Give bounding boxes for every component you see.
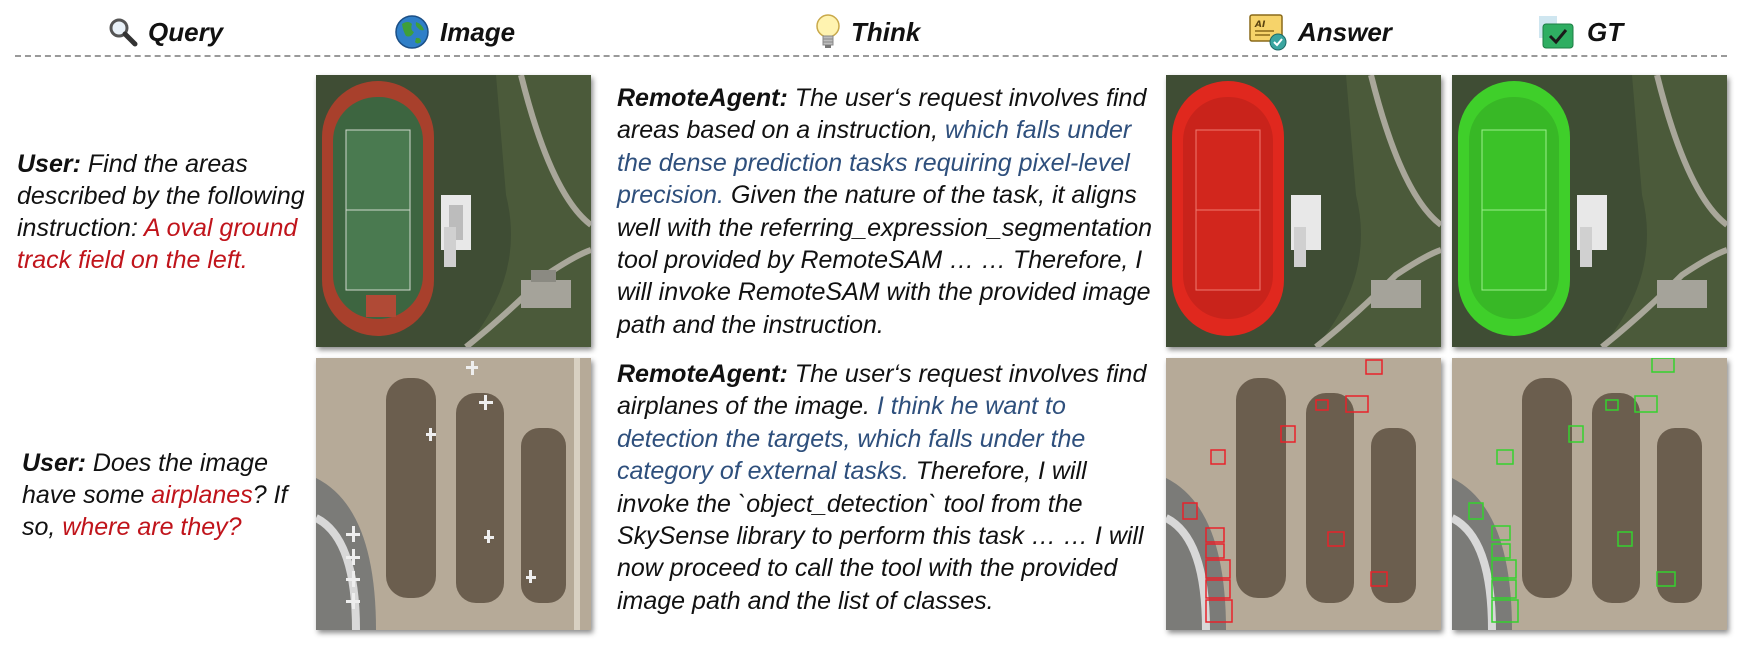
think-row-2 bbox=[617, 358, 1162, 617]
header-answer bbox=[1248, 12, 1392, 52]
query-text-cont: ? If so, bbox=[22, 481, 288, 541]
user-label: User: bbox=[17, 150, 81, 178]
svg-text:AI: AI bbox=[1255, 20, 1266, 30]
answer-image-airport-boxes bbox=[1166, 358, 1441, 630]
lightbulb-icon bbox=[815, 13, 841, 51]
ai-answer-icon bbox=[1248, 13, 1288, 51]
think-text-cont: Therefore, I will invoke the `object_detection` tool from the SkySense library to perform this task … … I will now proceed to call the tool with the provided image path and the list of classes. bbox=[617, 457, 1144, 615]
header-query bbox=[108, 12, 223, 52]
input-image-airport bbox=[316, 358, 591, 630]
think-text: The user‘s request involves find airplanes of the image. bbox=[617, 360, 1147, 421]
query-text: Find the areas described by the following instruction: bbox=[17, 150, 305, 242]
query-row-2 bbox=[22, 447, 302, 543]
query-text: Does the image have some bbox=[22, 449, 268, 509]
header-gt-label: GT bbox=[1587, 16, 1624, 47]
globe-icon bbox=[394, 14, 430, 50]
agent-label: RemoteAgent: bbox=[617, 360, 788, 388]
think-highlight: I think he want to detection the targets, which falls under the category of external tasks. bbox=[617, 392, 1086, 486]
gt-check-icon bbox=[1535, 12, 1577, 52]
user-label: User: bbox=[22, 449, 86, 477]
header-think-label: Think bbox=[851, 16, 921, 47]
gt-image-airport-boxes bbox=[1452, 358, 1727, 630]
magnifier-icon bbox=[108, 17, 138, 47]
think-text-cont: Given the nature of the task, it aligns well with the referring_expression_segmentation tool provided by RemoteSAM … … Therefore, I will invoke RemoteSAM with the provided image path and the instruction. bbox=[617, 181, 1153, 339]
header-answer-label: Answer bbox=[1298, 16, 1392, 47]
query-highlight-2: where are they? bbox=[62, 513, 242, 541]
query-row-1 bbox=[17, 148, 317, 276]
think-highlight: which falls under the dense prediction tasks requiring pixel-level precision. bbox=[617, 116, 1132, 210]
input-image-track bbox=[316, 75, 591, 347]
query-highlight: airplanes bbox=[151, 481, 253, 509]
agent-label: RemoteAgent: bbox=[617, 84, 788, 112]
think-row-1 bbox=[617, 82, 1162, 341]
header-think bbox=[815, 12, 920, 52]
header-gt bbox=[1535, 12, 1623, 52]
header-image-label: Image bbox=[440, 16, 516, 47]
answer-image-track-mask bbox=[1166, 75, 1441, 347]
think-text: The user‘s request involves find areas based on a instruction, bbox=[617, 84, 1147, 145]
query-highlight: A oval ground track field on the left. bbox=[17, 214, 298, 274]
header-image bbox=[394, 12, 515, 52]
header-query-label: Query bbox=[148, 16, 224, 47]
header-divider bbox=[15, 55, 1727, 57]
gt-image-track-mask bbox=[1452, 75, 1727, 347]
